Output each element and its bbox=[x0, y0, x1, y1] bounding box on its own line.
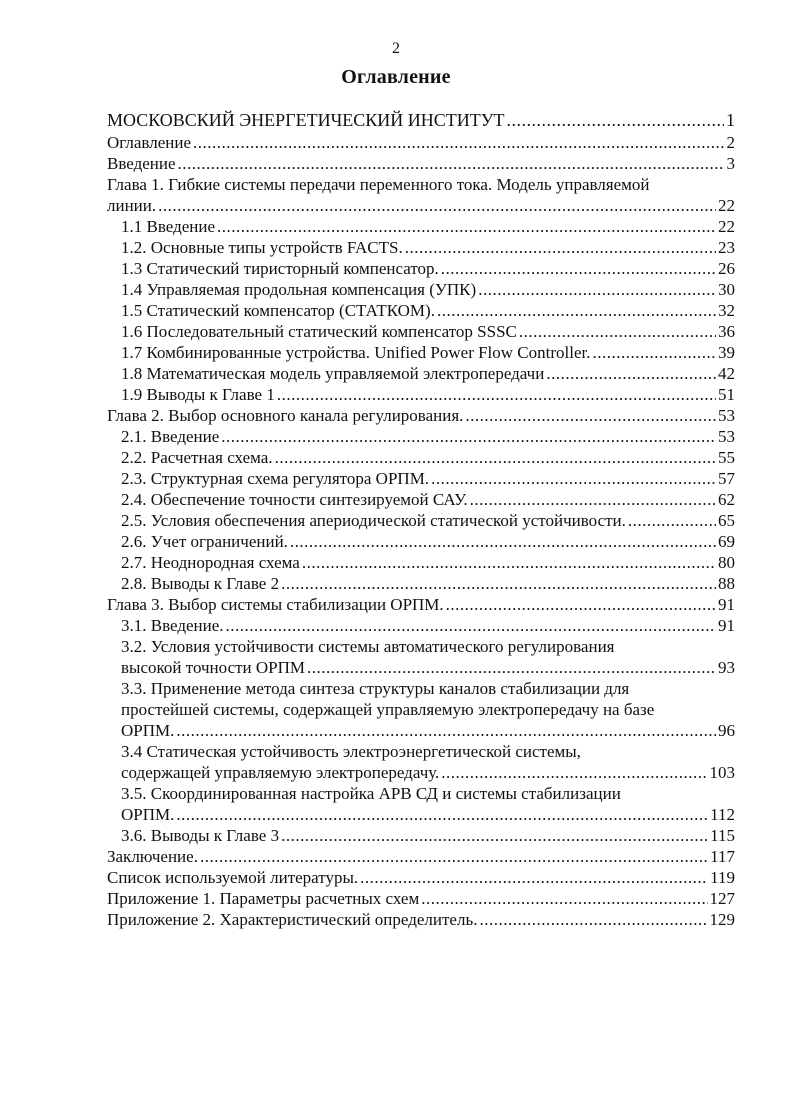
toc-entry-title: МОСКОВСКИЙ ЭНЕРГЕТИЧЕСКИЙ ИНСТИТУТ bbox=[107, 110, 505, 130]
toc-entry[interactable] bbox=[107, 867, 735, 888]
toc-entry[interactable] bbox=[107, 153, 735, 174]
toc-entry[interactable] bbox=[107, 741, 735, 783]
toc-entry-page: 23 bbox=[718, 238, 735, 257]
toc-leader bbox=[193, 132, 725, 153]
toc-entry-title: 2.4. Обеспечение точности синтезируемой САУ. bbox=[121, 490, 468, 509]
toc-leader bbox=[421, 888, 707, 909]
toc-leader bbox=[200, 846, 708, 867]
toc-entry[interactable] bbox=[107, 531, 735, 552]
toc-entry-title: 1.5 Статический компенсатор (СТАТКОМ). bbox=[121, 301, 435, 320]
toc-entry-page: 129 bbox=[709, 910, 735, 929]
toc-entry-title: 2.5. Условия обеспечения апериодической статической устойчивости. bbox=[121, 511, 626, 530]
toc-entry-page: 1 bbox=[726, 110, 735, 130]
toc-entry[interactable] bbox=[107, 447, 735, 468]
toc-entry-title: 1.7 Комбинированные устройства. Unified Power Flow Controller. bbox=[121, 343, 591, 362]
toc-entry-page: 39 bbox=[718, 343, 735, 362]
toc-entry-page: 22 bbox=[718, 217, 735, 236]
toc-entry-page: 51 bbox=[718, 385, 735, 404]
toc-entry[interactable] bbox=[107, 132, 735, 153]
toc-entry-title: 2.8. Выводы к Главе 2 bbox=[121, 574, 280, 593]
toc-entry[interactable] bbox=[107, 489, 735, 510]
toc-leader bbox=[281, 825, 708, 846]
toc-entry-title: 1.9 Выводы к Главе 1 bbox=[121, 385, 275, 404]
toc-entry-title: 1.1 Введение bbox=[121, 217, 216, 236]
toc-entry-page: 26 bbox=[718, 259, 735, 278]
toc-entry-title: Приложение 2. Характеристический определитель. bbox=[107, 910, 478, 929]
toc-entry-page: 103 bbox=[709, 763, 735, 782]
toc-entry-page: 3 bbox=[726, 154, 735, 173]
toc-entry-title: 1.8 Математическая модель управляемой электропередачи bbox=[121, 364, 545, 383]
toc-entry[interactable] bbox=[107, 363, 735, 384]
toc-entry-title: Оглавление bbox=[107, 133, 191, 152]
toc-leader bbox=[281, 573, 716, 594]
toc-entry-title-line: Глава 1. Гибкие системы передачи переменного тока. Модель управляемой bbox=[107, 175, 650, 194]
toc-entry-title: линии. bbox=[107, 196, 157, 215]
toc-entry-title-line: 3.3. Применение метода синтеза структуры каналов стабилизации для bbox=[121, 679, 630, 698]
toc-entry-title: высокой точности ОРПМ bbox=[121, 658, 306, 677]
toc-entry[interactable] bbox=[107, 468, 735, 489]
toc-leader bbox=[479, 909, 707, 930]
toc-entry[interactable] bbox=[107, 678, 735, 741]
toc-entry-page: 117 bbox=[710, 847, 735, 866]
toc-entry-title: 1.2. Основные типы устройств FACTS. bbox=[121, 238, 403, 257]
toc-leader bbox=[441, 258, 716, 279]
toc-entry[interactable] bbox=[107, 825, 735, 846]
toc-entry-page: 96 bbox=[718, 721, 735, 740]
toc-entry-title: 2.6. Учет ограничений. bbox=[121, 532, 288, 551]
toc-leader bbox=[176, 720, 716, 741]
toc-entry-page: 53 bbox=[718, 427, 735, 446]
toc-entry-page: 88 bbox=[718, 574, 735, 593]
page-number: 2 bbox=[392, 40, 400, 57]
toc-leader bbox=[519, 321, 716, 342]
toc-entry-page: 22 bbox=[718, 196, 735, 215]
toc-entry[interactable] bbox=[107, 573, 735, 594]
toc-entry-title: Заключение. bbox=[107, 847, 198, 866]
toc-entry-title: 2.7. Неоднородная схема bbox=[121, 553, 300, 572]
toc-leader bbox=[217, 216, 716, 237]
toc-entry-title-line: 3.5. Скоординированная настройка АРВ СД и системы стабилизации bbox=[121, 784, 621, 803]
toc-entry-title-line: простейшей системы, содержащей управляемую электропередачу на базе bbox=[121, 700, 655, 719]
toc-entry-title: содержащей управляемую электропередачу. bbox=[121, 763, 440, 782]
toc-leader bbox=[437, 300, 716, 321]
toc-entry-page: 53 bbox=[718, 406, 735, 425]
toc-entry[interactable] bbox=[107, 321, 735, 342]
toc-entry-page: 30 bbox=[718, 280, 735, 299]
toc-entry-title: 1.6 Последовательный статический компенсатор SSSC bbox=[121, 322, 517, 341]
toc-entry[interactable] bbox=[107, 384, 735, 405]
toc-entry-page: 42 bbox=[718, 364, 735, 383]
toc-entry-title: 3.1. Введение. bbox=[121, 616, 224, 635]
toc-entry[interactable] bbox=[107, 888, 735, 909]
page-title: Оглавление bbox=[341, 66, 451, 88]
toc-entry[interactable] bbox=[107, 108, 735, 132]
toc-entry[interactable] bbox=[107, 426, 735, 447]
toc-entry[interactable] bbox=[107, 594, 735, 615]
toc-leader bbox=[405, 237, 716, 258]
toc-entry-title: Введение bbox=[107, 154, 176, 173]
toc-entry-page: 62 bbox=[718, 490, 735, 509]
toc-entry[interactable] bbox=[107, 783, 735, 825]
toc-entry-title: 2.2. Расчетная схема. bbox=[121, 448, 273, 467]
toc-entry[interactable] bbox=[107, 510, 735, 531]
toc-entry-page: 2 bbox=[726, 133, 735, 152]
toc-leader bbox=[441, 762, 707, 783]
toc-leader bbox=[307, 657, 716, 678]
toc-entry-title: Глава 2. Выбор основного канала регулирования. bbox=[107, 406, 464, 425]
toc-entry-title: 2.1. Введение bbox=[121, 427, 220, 446]
toc-entry-title-line: 3.4 Статическая устойчивость электроэнергетической системы, bbox=[121, 742, 581, 761]
toc-entry[interactable] bbox=[107, 405, 735, 426]
toc-entry-title: 1.3 Статический тиристорный компенсатор. bbox=[121, 259, 439, 278]
toc-entry-page: 65 bbox=[718, 511, 735, 530]
toc-entry-title: ОРПМ. bbox=[121, 721, 175, 740]
toc-entry[interactable] bbox=[107, 552, 735, 573]
toc-entry-page: 112 bbox=[710, 805, 735, 824]
toc-entry-page: 119 bbox=[710, 868, 735, 887]
table-of-contents bbox=[107, 108, 735, 930]
toc-leader bbox=[290, 531, 716, 552]
toc-entry[interactable] bbox=[107, 216, 735, 237]
toc-entry[interactable] bbox=[107, 909, 735, 930]
toc-entry-page: 57 bbox=[718, 469, 735, 488]
toc-leader bbox=[302, 552, 716, 573]
toc-leader bbox=[226, 615, 716, 636]
toc-entry-title: 3.6. Выводы к Главе 3 bbox=[121, 826, 280, 845]
toc-entry-page: 93 bbox=[718, 658, 735, 677]
toc-entry[interactable] bbox=[107, 636, 735, 678]
toc-entry[interactable] bbox=[107, 615, 735, 636]
toc-leader bbox=[446, 594, 716, 615]
toc-leader bbox=[275, 447, 716, 468]
toc-entry-page: 91 bbox=[718, 616, 735, 635]
toc-entry-page: 32 bbox=[718, 301, 735, 320]
toc-leader bbox=[593, 342, 717, 363]
toc-entry[interactable] bbox=[107, 258, 735, 279]
toc-entry-title: Глава 3. Выбор системы стабилизации ОРПМ. bbox=[107, 595, 444, 614]
toc-entry-title: Приложение 1. Параметры расчетных схем bbox=[107, 889, 420, 908]
toc-entry-page: 127 bbox=[709, 889, 735, 908]
toc-entry-title: 1.4 Управляемая продольная компенсация (УПК) bbox=[121, 280, 477, 299]
toc-entry-page: 115 bbox=[710, 826, 735, 845]
toc-leader bbox=[470, 489, 716, 510]
toc-leader bbox=[277, 384, 716, 405]
toc-leader bbox=[507, 108, 724, 132]
toc-entry[interactable] bbox=[107, 174, 735, 216]
toc-leader bbox=[158, 195, 716, 216]
toc-leader bbox=[178, 153, 725, 174]
toc-leader bbox=[360, 867, 708, 888]
toc-entry-page: 55 bbox=[718, 448, 735, 467]
toc-leader bbox=[628, 510, 716, 531]
toc-leader bbox=[465, 405, 716, 426]
toc-entry-title: 2.3. Структурная схема регулятора ОРПМ. bbox=[121, 469, 430, 488]
toc-entry-page: 69 bbox=[718, 532, 735, 551]
toc-leader bbox=[431, 468, 716, 489]
toc-leader bbox=[221, 426, 716, 447]
toc-leader bbox=[176, 804, 708, 825]
toc-entry-page: 91 bbox=[718, 595, 735, 614]
toc-entry[interactable] bbox=[107, 279, 735, 300]
toc-entry-title: Список используемой литературы. bbox=[107, 868, 359, 887]
toc-entry[interactable] bbox=[107, 237, 735, 258]
toc-entry[interactable] bbox=[107, 300, 735, 321]
toc-leader bbox=[478, 279, 716, 300]
toc-entry[interactable] bbox=[107, 342, 735, 363]
toc-entry[interactable] bbox=[107, 846, 735, 867]
toc-entry-page: 36 bbox=[718, 322, 735, 341]
toc-entry-title: ОРПМ. bbox=[121, 805, 175, 824]
toc-leader bbox=[546, 363, 716, 384]
toc-entry-title-line: 3.2. Условия устойчивости системы автоматического регулирования bbox=[121, 637, 615, 656]
toc-entry-page: 80 bbox=[718, 553, 735, 572]
